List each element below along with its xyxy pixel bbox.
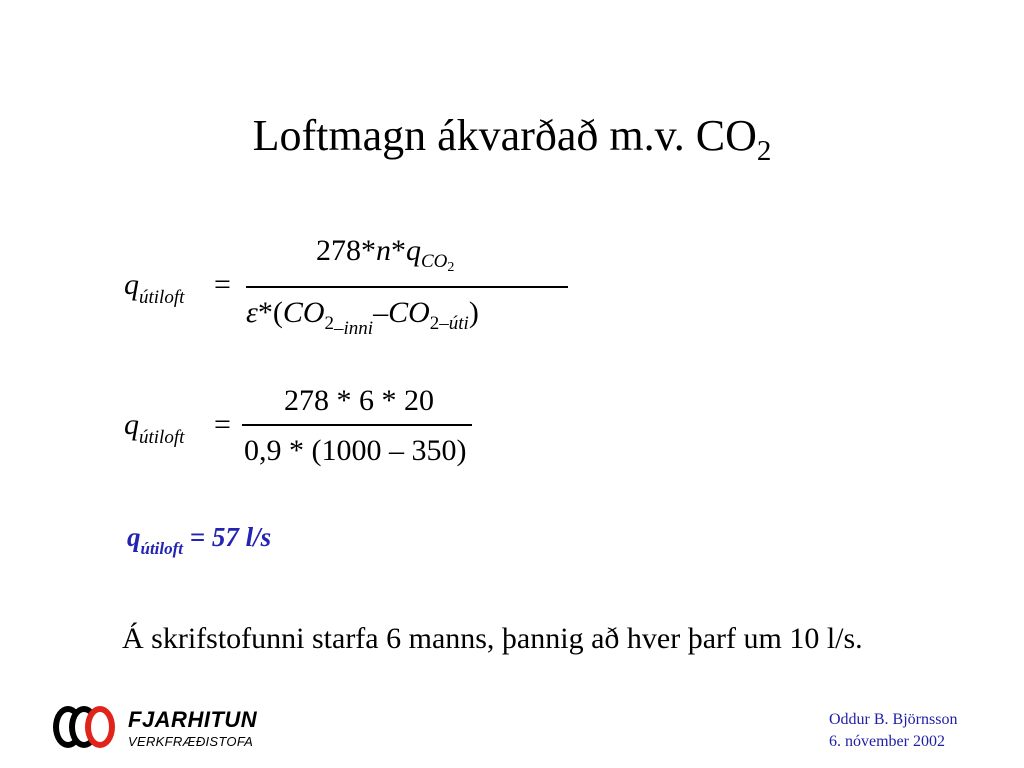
formula-general-lhs (124, 268, 184, 309)
den-operator: * (257, 296, 273, 329)
formula-numeric-lhs (124, 408, 184, 449)
title-text: Loftmagn ákvarðað m.v. CO (252, 111, 757, 160)
num-var-n: n (376, 234, 391, 267)
footer-author: Oddur B. Björnsson (829, 711, 958, 728)
lhs-variable: q (124, 408, 139, 441)
fraction-bar (246, 286, 568, 288)
num-var-q: q (406, 234, 421, 267)
logo-tagline: VERKFRÆÐISTOFA (128, 734, 254, 749)
formula-numeric-denominator: 0,9 * (1000 – 350) (244, 434, 467, 467)
equals-sign: = (214, 408, 231, 441)
den-co-outside-sub: 2 (429, 313, 440, 334)
equals-sign: = (214, 268, 231, 301)
explanation-text: Á skrifstofunni starfa 6 manns, þannig að hver þarf um 10 l/s. (122, 622, 863, 655)
slide-title (0, 108, 1024, 179)
lhs-variable: q (124, 268, 139, 301)
den-co-inside-sub: 2 (324, 313, 335, 334)
lhs-subscript: útiloft (139, 287, 185, 308)
result-value: = 57 l/s (183, 522, 272, 552)
title-subscript: 2 (756, 135, 772, 167)
den-paren-open: ( (272, 296, 283, 329)
lhs-subscript: útiloft (139, 427, 185, 448)
company-logo (50, 703, 290, 751)
logo-name: FJARHITUN (128, 707, 258, 732)
den-paren-close: ) (468, 296, 479, 329)
result-variable: q (127, 522, 141, 552)
den-co-outside-tail: –úti (439, 313, 469, 334)
formula-general-denominator (246, 296, 479, 340)
result-line (127, 522, 271, 559)
logo-rings-icon (50, 703, 120, 751)
fraction-bar (242, 424, 472, 426)
formula-general-numerator (316, 234, 454, 276)
footer-date: 6. nóvember 2002 (829, 733, 945, 750)
formula-numeric-numerator: 278 * 6 * 20 (284, 384, 434, 417)
num-subsubscript: 2 (447, 260, 455, 275)
den-epsilon: ε (246, 296, 258, 329)
result-subscript: útiloft (140, 539, 184, 558)
num-constant: 278 (316, 234, 361, 267)
num-operator-2: * (391, 234, 406, 267)
num-subscript: CO (421, 251, 448, 272)
den-co-outside: CO (388, 296, 430, 329)
num-operator: * (361, 234, 376, 267)
footer (829, 709, 957, 753)
den-minus: – (373, 296, 389, 329)
den-co-inside-tail: –inni (334, 318, 374, 339)
den-co-inside: CO (282, 296, 325, 329)
